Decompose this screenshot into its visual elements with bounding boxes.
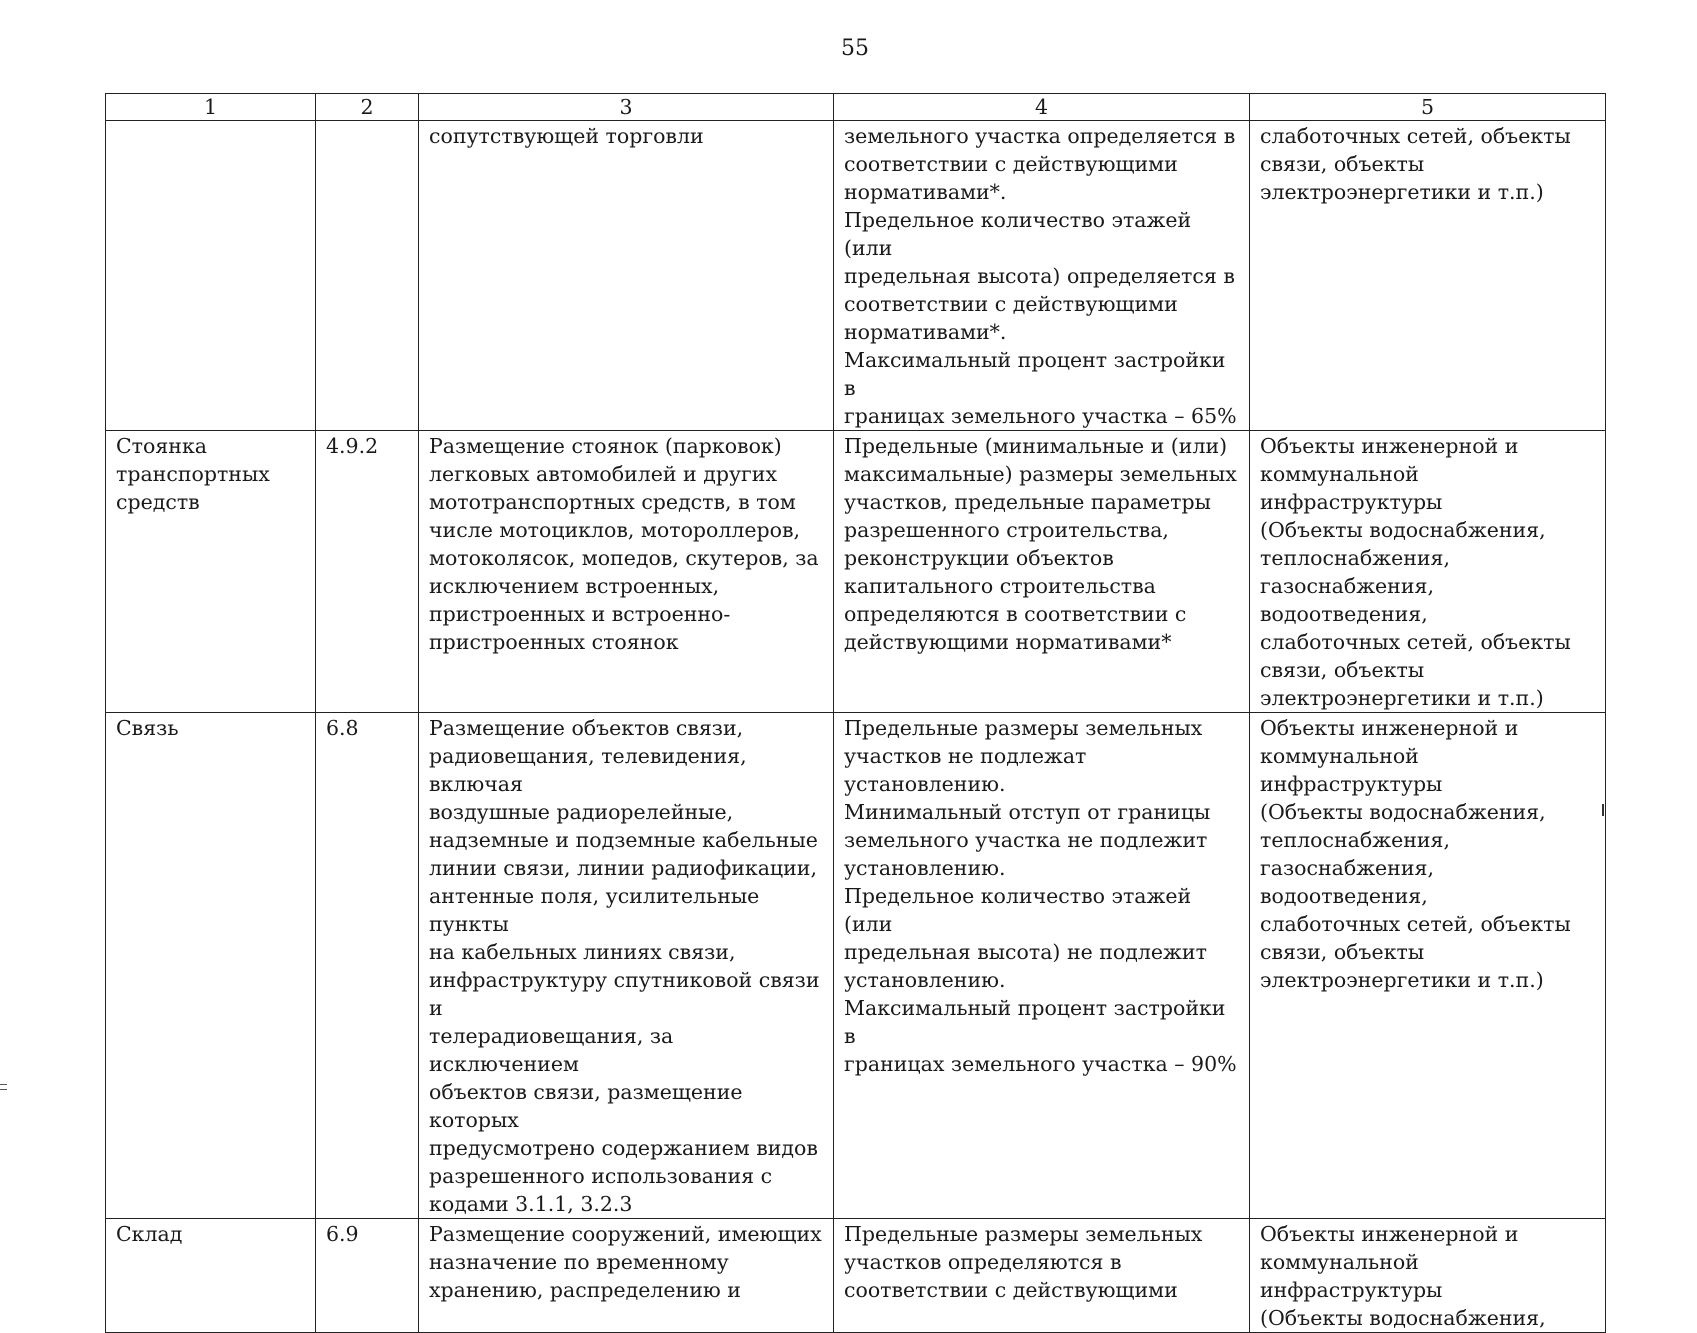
zoning-table <box>105 93 1606 1333</box>
cell-limits: земельного участка определяется в соответствии с действующими нормативами*. Предельное количество этажей (или предельная высота) определяется в соответствии с действующими нормативами*. Максимальный процент застройки в границах земельного участка – 65% <box>834 121 1250 431</box>
cell-use-code: 6.8 <box>316 713 419 1219</box>
column-header-1: 1 <box>106 94 316 121</box>
page-number: 55 <box>841 36 869 61</box>
cell-use-description: сопутствующей торговли <box>419 121 834 431</box>
cell-use-code: 6.9 <box>316 1219 419 1333</box>
cell-use-name: Связь <box>106 713 316 1219</box>
cell-use-name: Стоянка транспортных средств <box>106 431 316 713</box>
cell-use-description: Размещение объектов связи, радиовещания, телевидения, включая воздушные радиорелейные, надземные и подземные кабельные линии связи, линии радиофикации, антенные поля, усилительные пункты на кабельных линиях связи, инфраструктуру спутниковой связи и телерадиовещания, за исключением объектов связи, размещение которых предусмотрено содержанием видов разрешенного использования с кодами 3.1.1, 3.2.3 <box>419 713 834 1219</box>
column-header-3: 3 <box>419 94 834 121</box>
column-header-5: 5 <box>1250 94 1606 121</box>
column-header-4: 4 <box>834 94 1250 121</box>
table-row <box>106 713 1606 1219</box>
cell-auxiliary-objects: Объекты инженерной и коммунальной инфраструктуры (Объекты водоснабжения, <box>1250 1219 1606 1333</box>
cell-use-description: Размещение сооружений, имеющих назначение по временному хранению, распределению и <box>419 1219 834 1333</box>
scan-edge-mark <box>0 1084 7 1090</box>
cell-auxiliary-objects: Объекты инженерной и коммунальной инфраструктуры (Объекты водоснабжения, теплоснабжения, газоснабжения, водоотведения, слаботочных сетей, объекты связи, объекты электроэнергетики и т.п.) <box>1250 713 1606 1219</box>
cell-use-name <box>106 121 316 431</box>
cell-use-description: Размещение стоянок (парковок) легковых автомобилей и других мототранспортных средств, в том числе мотоциклов, мотороллеров, мотоколясок, мопедов, скутеров, за исключением встроенных, пристроенных и встроенно- пристроенных стоянок <box>419 431 834 713</box>
cell-limits: Предельные размеры земельных участков определяются в соответствии с действующими <box>834 1219 1250 1333</box>
column-header-2: 2 <box>316 94 419 121</box>
cell-use-name: Склад <box>106 1219 316 1333</box>
cell-auxiliary-objects: слаботочных сетей, объекты связи, объекты электроэнергетики и т.п.) <box>1250 121 1606 431</box>
cell-limits: Предельные размеры земельных участков не подлежат установлению. Минимальный отступ от границы земельного участка не подлежит установлению. Предельное количество этажей (или предельная высота) не подлежит установлению. Максимальный процент застройки в границах земельного участка – 90% <box>834 713 1250 1219</box>
cell-use-code: 4.9.2 <box>316 431 419 713</box>
table-row <box>106 431 1606 713</box>
scan-margin-mark <box>1602 804 1604 816</box>
table-row <box>106 1219 1606 1333</box>
table-header-row <box>106 94 1606 121</box>
cell-auxiliary-objects: Объекты инженерной и коммунальной инфраструктуры (Объекты водоснабжения, теплоснабжения, газоснабжения, водоотведения, слаботочных сетей, объекты связи, объекты электроэнергетики и т.п.) <box>1250 431 1606 713</box>
cell-limits: Предельные (минимальные и (или) максимальные) размеры земельных участков, предельные параметры разрешенного строительства, реконструкции объектов капитального строительства определяются в соответствии с действующими нормативами* <box>834 431 1250 713</box>
cell-use-code <box>316 121 419 431</box>
table-row <box>106 121 1606 431</box>
